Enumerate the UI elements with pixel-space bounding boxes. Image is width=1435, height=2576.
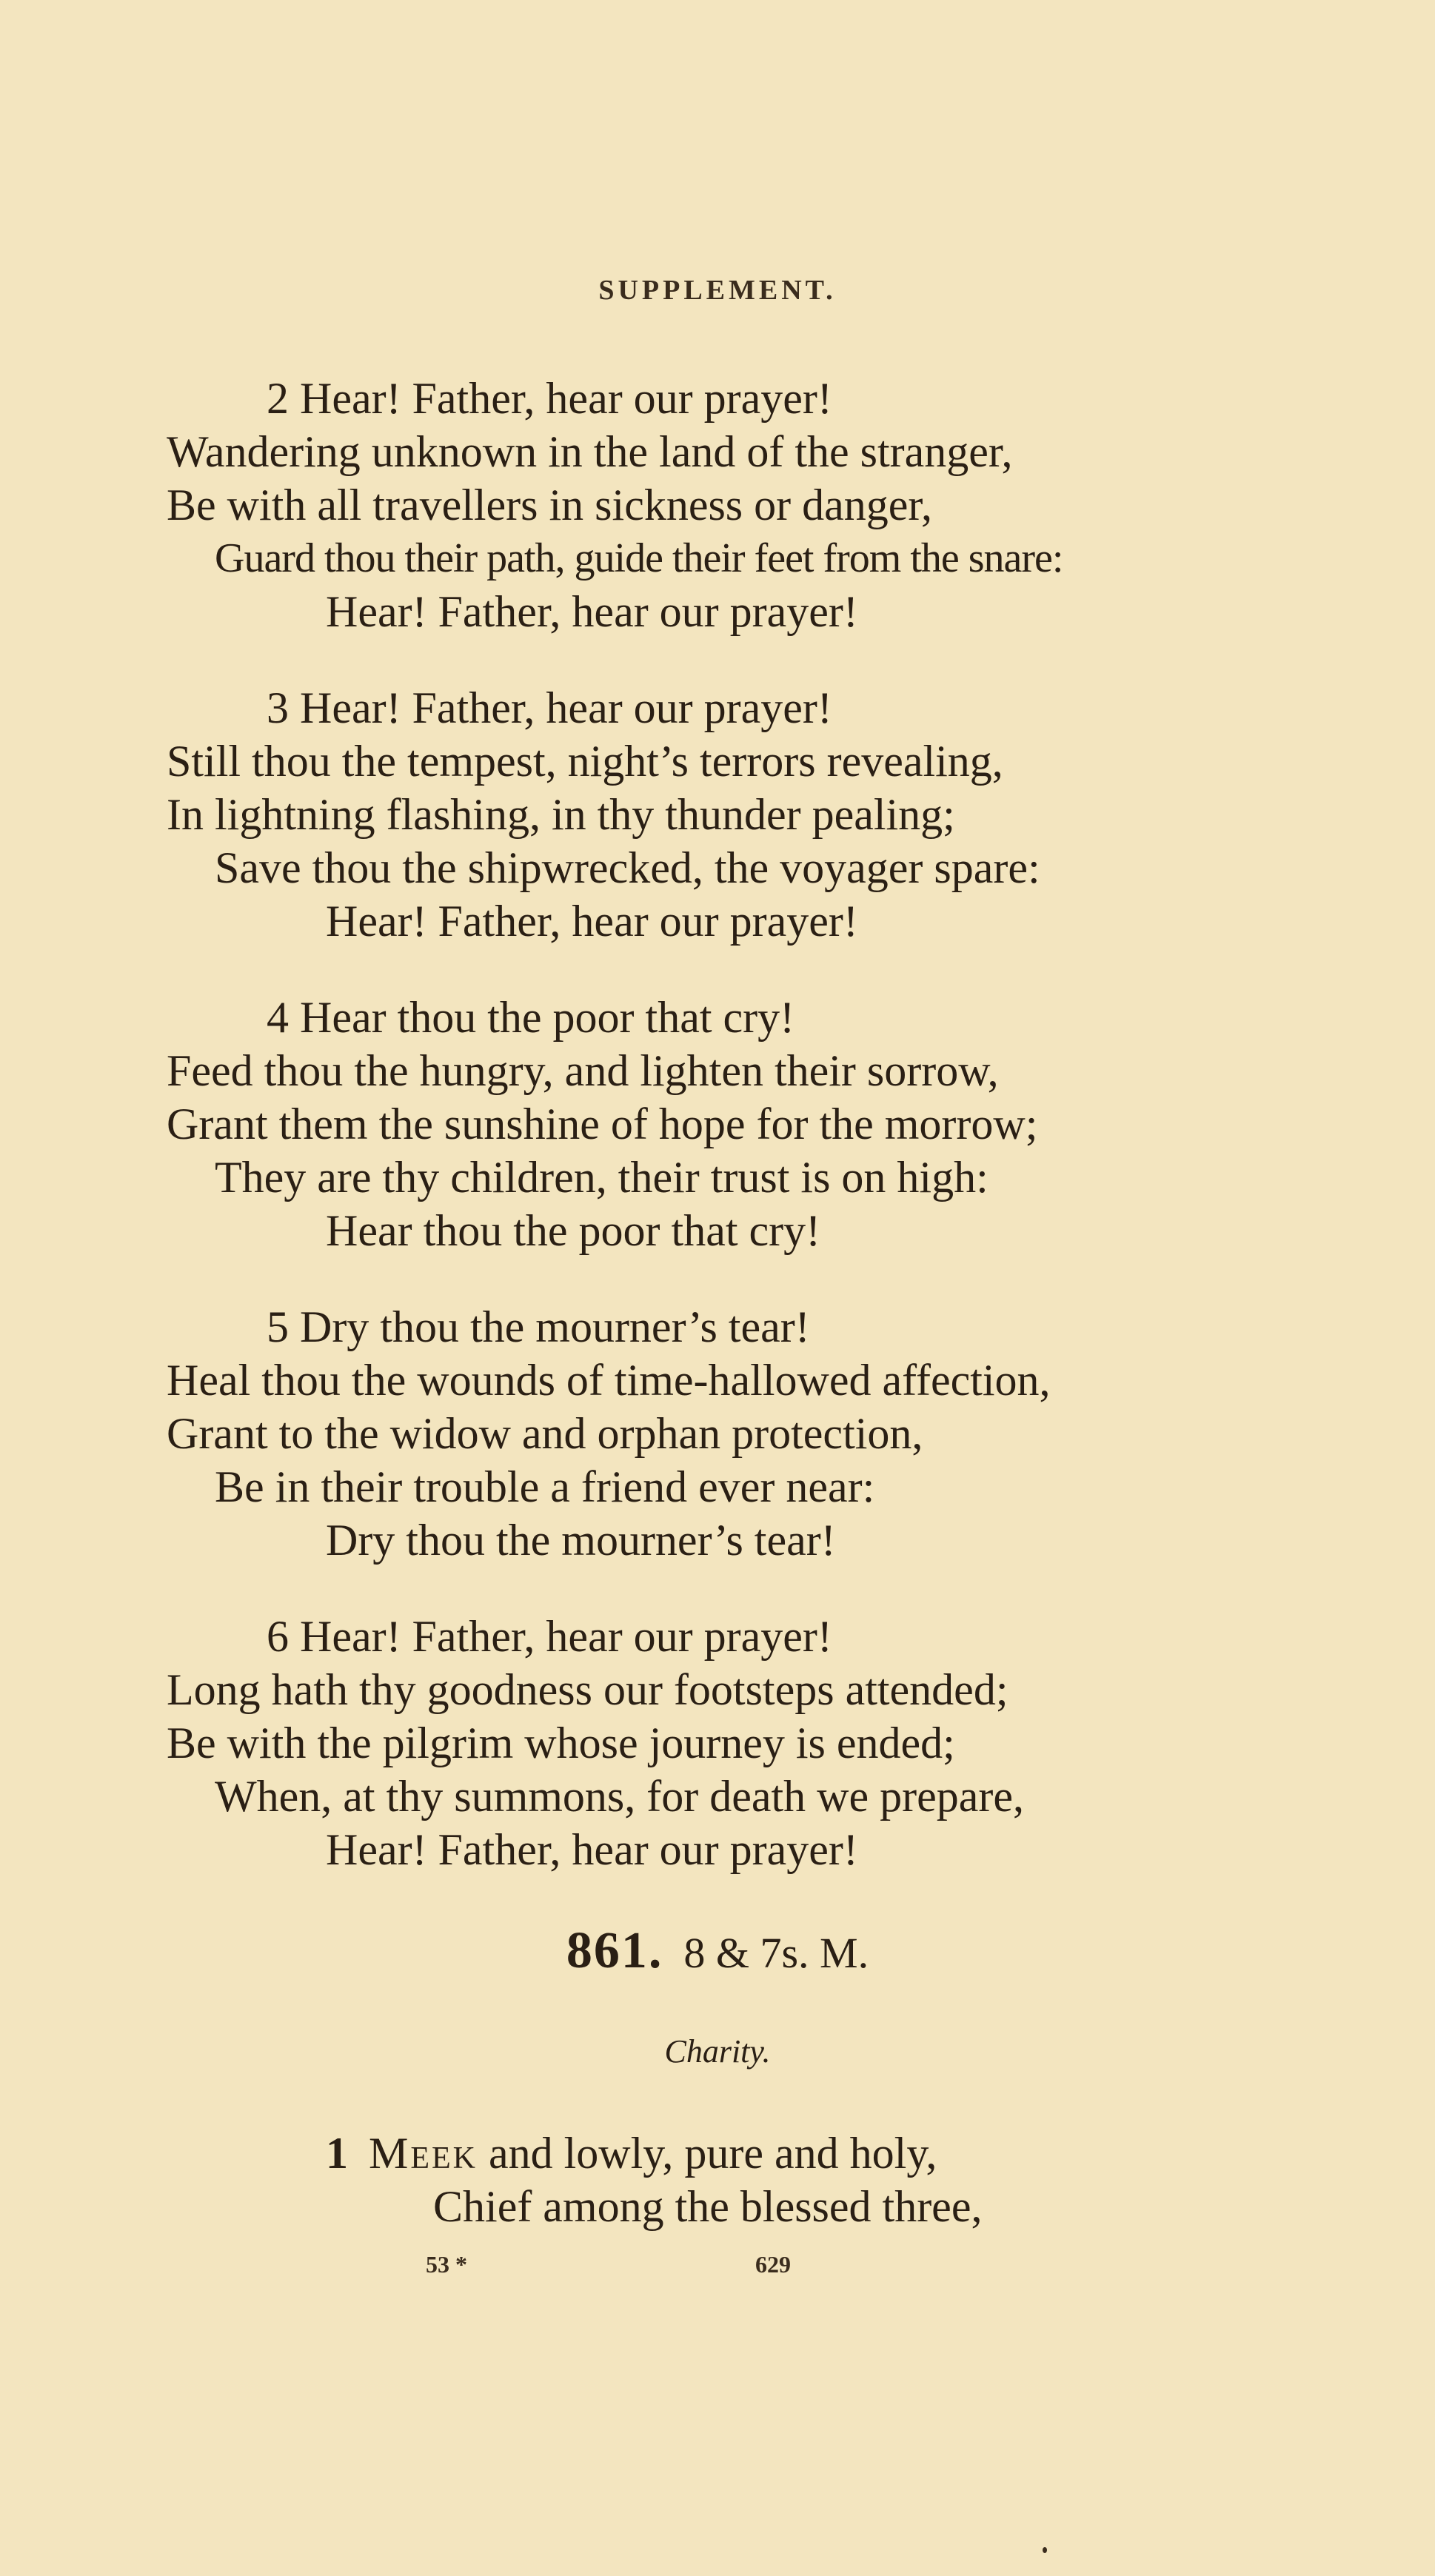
stanza-line: Grant them the sunshine of hope for the morrow;: [167, 1100, 1038, 1148]
ink-speck: [1043, 2547, 1047, 2553]
stanza-line: Hear! Father, hear our prayer!: [326, 1825, 858, 1874]
stanza-line: Hear! Father, hear our prayer!: [326, 587, 858, 636]
stanza-line: 5 Dry thou the mourner’s tear!: [267, 1302, 810, 1351]
verse-number: 1: [326, 2129, 348, 2178]
hymn-line-2: Chief among the blessed three,: [433, 2182, 983, 2231]
running-header: SUPPLEMENT.: [598, 275, 837, 306]
hymn-line-rest: and lowly, pure and holy,: [478, 2129, 937, 2178]
stanza-line: Feed thou the hungry, and lighten their sorrow,: [167, 1046, 999, 1095]
stanza-line: 4 Hear thou the poor that cry!: [267, 993, 795, 1042]
stanza-line: Long hath thy goodness our footsteps attended;: [167, 1665, 1008, 1714]
hymn-number: 861.: [566, 1922, 663, 1979]
stanza-line: 6 Hear! Father, hear our prayer!: [267, 1612, 832, 1661]
stanza-line: Still thou the tempest, night’s terrors revealing,: [167, 737, 1003, 786]
stanza-line: Be with the pilgrim whose journey is ended;: [167, 1719, 955, 1767]
stanza-line: Guard thou their path, guide their feet from the snare:: [215, 535, 1063, 581]
stanza-line: Hear thou the poor that cry!: [326, 1206, 821, 1255]
stanza-line: 2 Hear! Father, hear our prayer!: [267, 374, 832, 423]
stanza-line: Wandering unknown in the land of the stranger,: [167, 427, 1013, 476]
hymn-heading: [0, 1921, 1435, 1981]
stanza-line: Grant to the widow and orphan protection,: [167, 1409, 923, 1458]
stanza-line: Dry thou the mourner’s tear!: [326, 1516, 836, 1565]
stanza-line: Save thou the shipwrecked, the voyager spare:: [215, 843, 1040, 892]
stanza-line: Be with all travellers in sickness or danger,: [167, 481, 932, 529]
hymn-meter: 8 & 7s. M.: [683, 1929, 869, 1977]
first-word: Meek: [369, 2129, 478, 2178]
hymn-subtitle: Charity.: [664, 2033, 771, 2070]
stanza-line: Heal thou the wounds of time-hallowed affection,: [167, 1356, 1051, 1405]
hymn-line-1: [326, 2127, 937, 2180]
stanza-line: They are thy children, their trust is on high:: [215, 1153, 989, 1202]
stanza-line: Hear! Father, hear our prayer!: [326, 897, 858, 946]
page-number: 629: [755, 2251, 791, 2278]
stanza-line: When, at thy summons, for death we prepare,: [215, 1772, 1024, 1821]
signature-mark: 53 *: [426, 2251, 467, 2278]
stanza-line: Be in their trouble a friend ever near:: [215, 1462, 875, 1511]
stanza-line: 3 Hear! Father, hear our prayer!: [267, 683, 832, 732]
stanza-line: In lightning flashing, in thy thunder pealing;: [167, 790, 955, 839]
